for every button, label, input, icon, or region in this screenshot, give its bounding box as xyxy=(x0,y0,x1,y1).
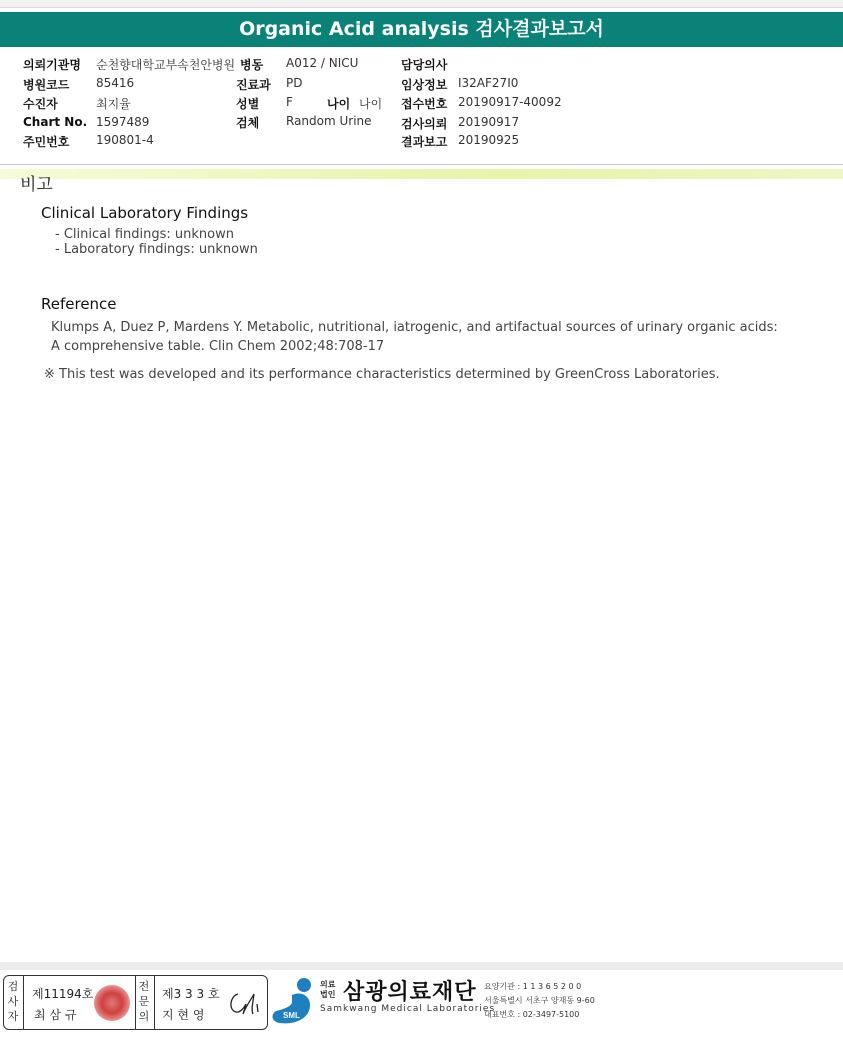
section-highlight-band xyxy=(0,169,843,179)
patient-label: 수진자 xyxy=(23,97,58,111)
specimen-label: 검체 xyxy=(236,116,260,130)
specialist-name: 지 현 영 xyxy=(162,1008,205,1022)
examiner-license: 제11194호 xyxy=(32,987,94,1001)
disclaimer-note: ※ This test was developed and its performance characteristics determined by GreenCross Laboratories. xyxy=(44,367,720,382)
accession-label: 접수번호 xyxy=(401,97,448,111)
department-label: 진료과 xyxy=(236,78,271,92)
signature-box xyxy=(3,975,268,1030)
reference-line-2: A comprehensive table. Clin Chem 2002;48:708-17 xyxy=(51,339,385,354)
top-border xyxy=(0,0,843,8)
specialist-license: 제3 3 3 호 xyxy=(162,987,220,1001)
info-divider xyxy=(0,164,843,165)
logo-english-name: Samkwang Medical Laboratories xyxy=(320,1004,496,1014)
age-value: 나이 xyxy=(359,97,383,111)
reference-heading: Reference xyxy=(41,295,117,313)
institution-label: 의뢰기관명 xyxy=(23,58,81,72)
report-date-value: 20190925 xyxy=(458,133,520,147)
resident-no-label: 주민번호 xyxy=(23,135,70,149)
department-value: PD xyxy=(286,76,303,90)
clinical-info-label: 임상정보 xyxy=(401,78,448,92)
request-date-label: 검사의뢰 xyxy=(401,117,448,131)
ward-label: 병동 xyxy=(240,58,264,72)
hospital-code-label: 병원코드 xyxy=(23,78,70,92)
sex-label: 성별 xyxy=(236,97,260,111)
institution-code: 요양기관 : 1 1 3 6 5 2 0 0 xyxy=(484,982,582,991)
signature-divider xyxy=(23,976,24,1029)
official-seal-icon xyxy=(94,985,130,1021)
doctor-label: 담당의사 xyxy=(401,58,448,72)
svg-text:SML: SML xyxy=(283,1011,300,1020)
reference-line-1: Klumps A, Duez P, Mardens Y. Metabolic, nutritional, iatrogenic, and artifactual sources of urinary organic acids: xyxy=(51,320,778,335)
footer-band xyxy=(0,962,843,970)
patient-value: 최지율 xyxy=(96,97,131,111)
age-label: 나이 xyxy=(327,97,351,111)
handwritten-signature-icon xyxy=(224,984,264,1020)
report-title: Organic Acid analysis 검사결과보고서 xyxy=(0,12,843,47)
report-date-label: 결과보고 xyxy=(401,135,448,149)
request-date-value: 20190917 xyxy=(458,115,520,129)
specimen-value: Random Urine xyxy=(286,114,372,128)
signature-divider xyxy=(135,976,136,1029)
accession-value: 20190917-40092 xyxy=(458,95,562,109)
sml-logo-icon xyxy=(270,975,316,1027)
patient-info-block xyxy=(0,56,843,156)
phone-number: 대표번호 : 02-3497-5100 xyxy=(484,1010,580,1019)
sex-value: F xyxy=(286,95,293,109)
examiner-vertical-label: 검 사 자 xyxy=(7,980,19,1023)
remarks-heading: 비고 xyxy=(20,175,53,195)
chart-no-label: Chart No. xyxy=(23,115,88,129)
clinical-info-value: I32AF27I0 xyxy=(458,76,519,90)
hospital-code-value: 85416 xyxy=(96,76,135,90)
specialist-vertical-label: 전 문 의 xyxy=(138,980,150,1023)
resident-no-value: 190801-4 xyxy=(96,133,154,147)
logo-name: 삼광의료재단 xyxy=(343,980,477,1005)
chart-no-value: 1597489 xyxy=(96,115,150,129)
address: 서울특별시 서초구 양재동 9-60 xyxy=(484,996,595,1005)
clinical-findings-line: - Clinical findings: unknown xyxy=(55,227,234,242)
ward-value: A012 / NICU xyxy=(286,56,359,70)
examiner-name: 최 삼 규 xyxy=(34,1008,77,1022)
signature-divider xyxy=(154,976,155,1029)
logo-prefix: 의료 법인 xyxy=(320,980,336,999)
institution-value: 순천향대학교부속천안병원 xyxy=(96,58,236,72)
laboratory-findings-line: - Laboratory findings: unknown xyxy=(55,242,258,257)
clinical-findings-heading: Clinical Laboratory Findings xyxy=(41,204,249,222)
